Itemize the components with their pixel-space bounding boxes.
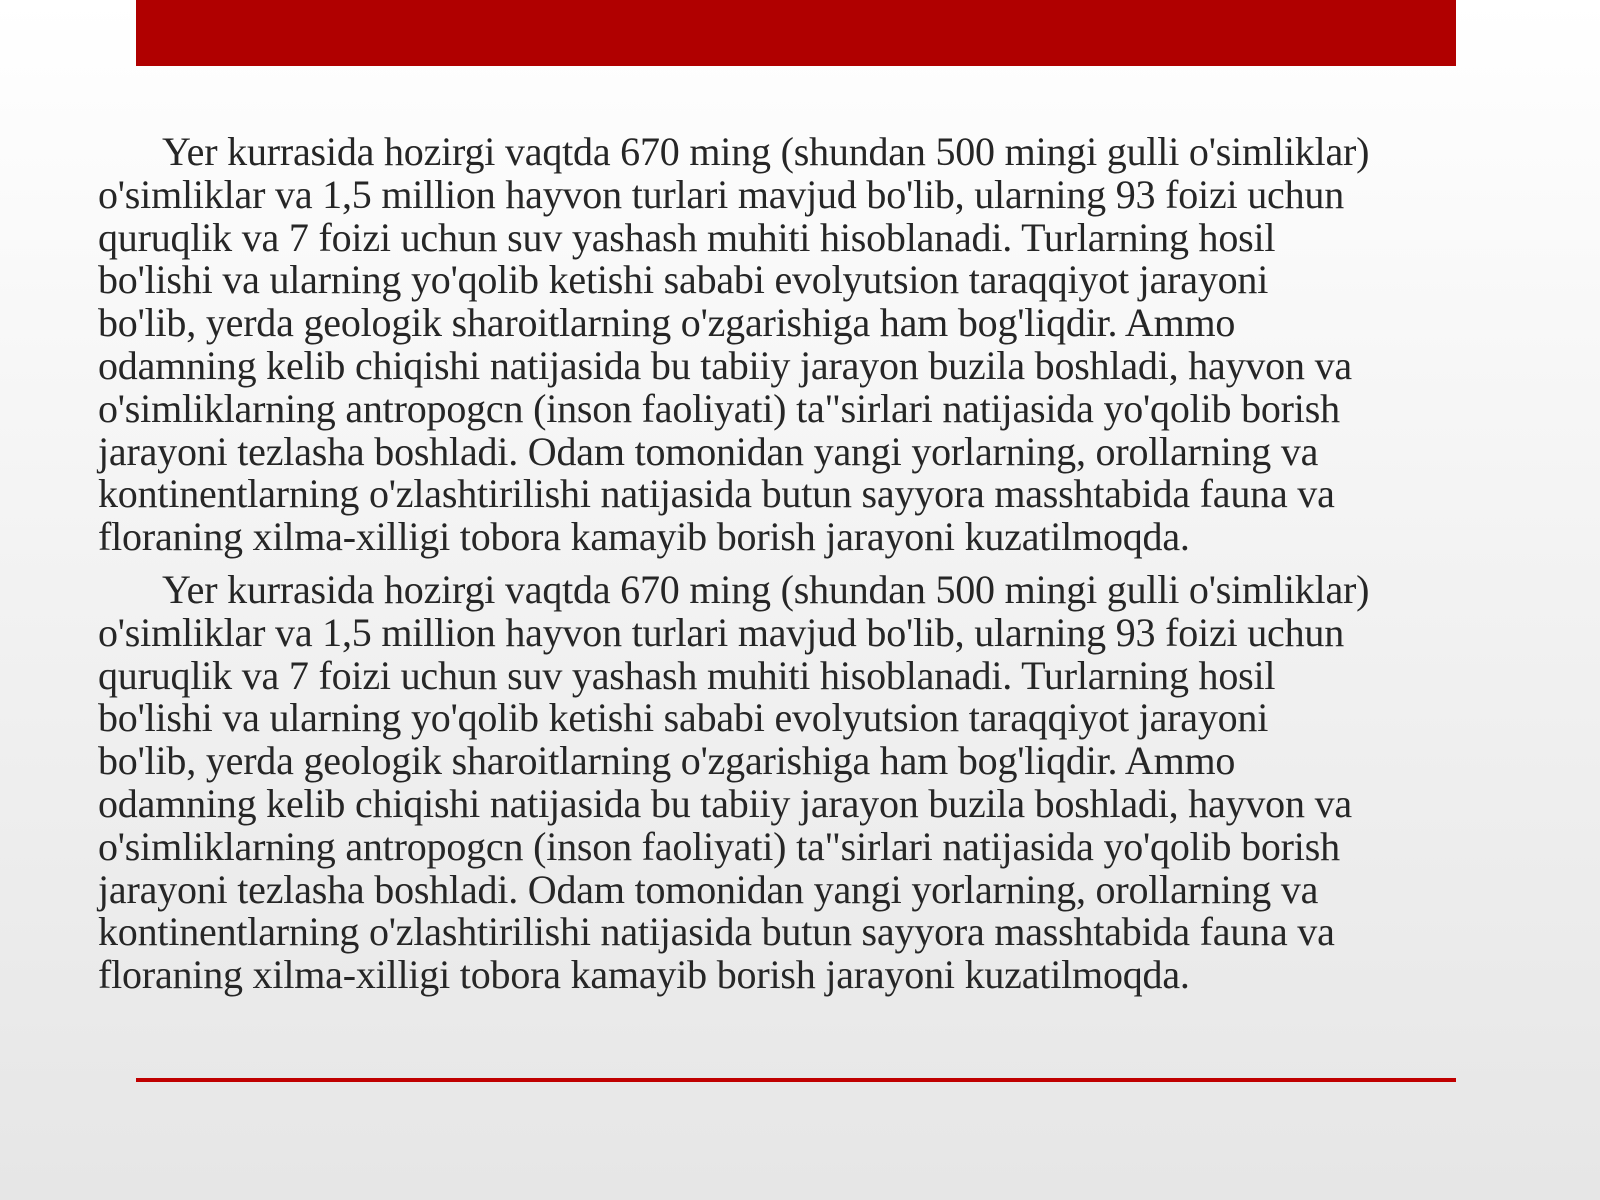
footer-divider-line bbox=[136, 1078, 1456, 1082]
header-accent-bar bbox=[136, 0, 1456, 66]
body-paragraph-2: Yer kurrasida hozirgi vaqtda 670 ming (shundan 500 mingi gulli o'simliklar) o'simliklar va 1,5 million hayvon turlari mavjud bo'lib, ularning 93 foizi uchun quruqlik va 7 foizi uchun suv yashash muhiti hisoblanadi. Turlarning hosil bo'lishi va ularning yo'qolib ketishi sababi evolyutsion taraqqiyot jarayoni bo'lib, yerda geologik sharoitlarning o'zgarishiga ham bog'liqdir. Ammo odamning kelib chiqishi natijasida bu tabiiy jarayon buzila boshladi, hayvon va o'simliklarning antropogcn (inson faoliyati) ta"sirlari natijasida yo'qolib borish jarayoni tezlasha boshladi. Odam tomonidan yangi yorlarning, orollarning va kontinentlarning o'zlashtirilishi natijasida butun sayyora masshtabida fauna va floraning xilma-xilligi tobora kamayib borish jarayoni kuzatilmoqda. bbox=[98, 566, 1370, 998]
slide-body bbox=[98, 131, 1543, 1007]
body-paragraph-1: Yer kurrasida hozirgi vaqtda 670 ming (shundan 500 mingi gulli o'simliklar) o'simliklar va 1,5 million hayvon turlari mavjud bo'lib, ularning 93 foizi uchun quruqlik va 7 foizi uchun suv yashash muhiti hisoblanadi. Turlarning hosil bo'lishi va ularning yo'qolib ketishi sababi evolyutsion taraqqiyot jarayoni bo'lib, yerda geologik sharoitlarning o'zgarishiga ham bog'liqdir. Ammo odamning kelib chiqishi natijasida bu tabiiy jarayon buzila boshladi, hayvon va o'simliklarning antropogcn (inson faoliyati) ta"sirlari natijasida yo'qolib borish jarayoni tezlasha boshladi. Odam tomonidan yangi yorlarning, orollarning va kontinentlarning o'zlashtirilishi natijasida butun sayyora masshtabida fauna va floraning xilma-xilligi tobora kamayib borish jarayoni kuzatilmoqda. bbox=[98, 129, 1370, 560]
